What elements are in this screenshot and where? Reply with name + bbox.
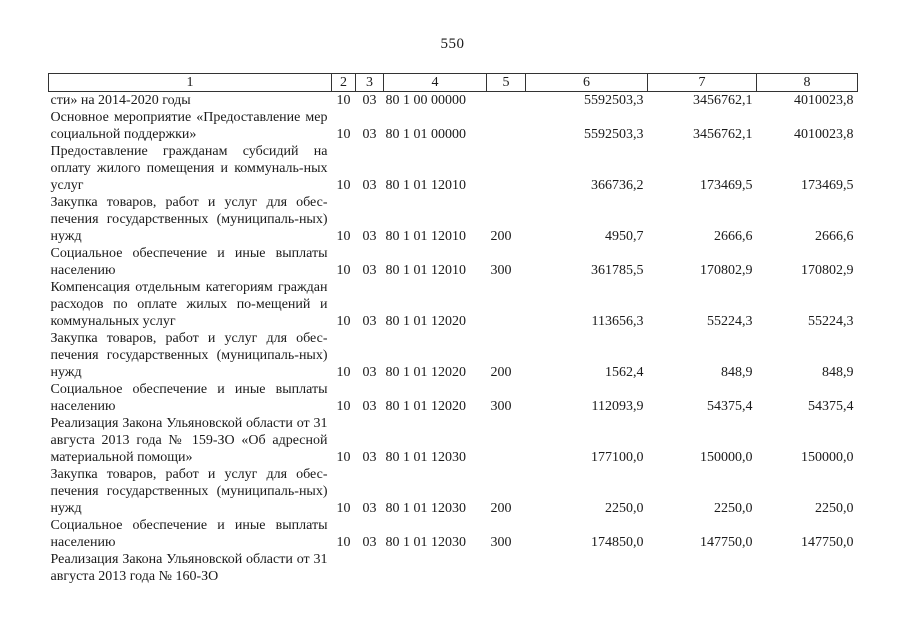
- row-amount-8: 4010023,8: [794, 93, 854, 108]
- row-target-item: 80 1 00 00000: [385, 93, 466, 108]
- row-amount-6: 112093,9: [591, 399, 644, 414]
- row-section: 10: [336, 399, 351, 414]
- row-amount-8: 2250,0: [815, 501, 854, 516]
- row-name: Социальное обеспечение и иные выплаты населению: [50, 246, 328, 278]
- row-expense-type: [487, 551, 526, 585]
- row-subsection: 03: [362, 399, 377, 414]
- row-section: 10: [336, 127, 351, 142]
- budget-table: [48, 73, 858, 585]
- table-row: [49, 92, 858, 110]
- row-amount-8: 173469,5: [801, 178, 854, 193]
- row-amount-7: 173469,5: [700, 178, 753, 193]
- row-name: Закупка товаров, работ и услуг для обес-печения государственных (муниципаль-ных) нужд: [50, 195, 328, 244]
- row-amount-8: [757, 551, 858, 585]
- table-row: [49, 551, 858, 585]
- table-row: [49, 194, 858, 245]
- row-subsection: 03: [362, 314, 377, 329]
- table-row: [49, 330, 858, 381]
- column-header-subsection: 3: [356, 74, 384, 92]
- row-amount-8: 150000,0: [801, 450, 854, 465]
- row-name: Основное мероприятие «Предоставление мер социальной поддержки»: [50, 110, 328, 142]
- table-row: [49, 517, 858, 551]
- row-target-item: 80 1 01 12020: [385, 314, 466, 329]
- row-expense-type: [487, 279, 526, 330]
- row-expense-type: 200: [490, 229, 512, 244]
- table-row: [49, 415, 858, 466]
- row-amount-8: 147750,0: [801, 535, 854, 550]
- row-amount-7: 3456762,1: [693, 127, 753, 142]
- row-target-item: 80 1 01 12010: [385, 229, 466, 244]
- row-amount-7: 3456762,1: [693, 93, 753, 108]
- column-header-amount-7: 7: [648, 74, 757, 92]
- row-expense-type: [487, 143, 526, 194]
- row-name: Закупка товаров, работ и услуг для обес-печения государственных (муниципаль-ных) нужд: [50, 331, 328, 380]
- row-amount-6: 5592503,3: [584, 127, 644, 142]
- row-amount-7: 848,9: [721, 365, 753, 380]
- row-target-item: 80 1 01 12030: [385, 450, 466, 465]
- row-subsection: 03: [362, 127, 377, 142]
- row-amount-6: 177100,0: [591, 450, 644, 465]
- row-amount-6: 4950,7: [605, 229, 644, 244]
- row-section: 10: [336, 229, 351, 244]
- row-amount-6: 113656,3: [591, 314, 644, 329]
- row-section: 10: [336, 263, 351, 278]
- row-name: Реализация Закона Ульяновской области от 31 августа 2013 года № 159-ЗО «Об адресной материальной помощи»: [50, 416, 328, 465]
- row-name: Реализация Закона Ульяновской области от 31 августа 2013 года № 160-ЗО: [50, 552, 328, 584]
- row-target-item: 80 1 01 12010: [385, 263, 466, 278]
- row-name: Закупка товаров, работ и услуг для обес-печения государственных (муниципаль-ных) нужд: [50, 467, 328, 516]
- row-name: Предоставление гражданам субсидий на оплату жилого помещения и коммуналь-ных услуг: [50, 144, 328, 193]
- row-amount-7: 170802,9: [700, 263, 753, 278]
- row-amount-7: 147750,0: [700, 535, 753, 550]
- row-amount-6: 174850,0: [591, 535, 644, 550]
- row-target-item: 80 1 01 12010: [385, 178, 466, 193]
- table-body: [49, 92, 858, 586]
- row-target-item: [384, 551, 487, 585]
- row-target-item: 80 1 01 00000: [385, 127, 466, 142]
- row-amount-8: 55224,3: [808, 314, 854, 329]
- column-header-target-item: 4: [384, 74, 487, 92]
- row-amount-7: 55224,3: [707, 314, 753, 329]
- row-target-item: 80 1 01 12020: [385, 365, 466, 380]
- row-subsection: 03: [362, 178, 377, 193]
- row-name: Социальное обеспечение и иные выплаты населению: [50, 382, 328, 414]
- row-section: 10: [336, 178, 351, 193]
- row-subsection: [356, 551, 384, 585]
- row-amount-8: 4010023,8: [794, 127, 854, 142]
- row-expense-type: [487, 109, 526, 143]
- row-amount-7: [648, 551, 757, 585]
- row-target-item: 80 1 01 12020: [385, 399, 466, 414]
- column-header-section: 2: [332, 74, 356, 92]
- column-header-amount-8: 8: [757, 74, 858, 92]
- row-amount-6: 1562,4: [605, 365, 644, 380]
- row-amount-8: 2666,6: [815, 229, 854, 244]
- row-amount-7: 2250,0: [714, 501, 753, 516]
- row-name: сти» на 2014-2020 годы: [50, 93, 191, 108]
- page-number: 550: [440, 36, 465, 52]
- row-section: 10: [336, 450, 351, 465]
- table-header-row: [49, 74, 858, 92]
- table-row: [49, 143, 858, 194]
- row-expense-type: 200: [490, 501, 512, 516]
- row-expense-type: 300: [490, 263, 512, 278]
- row-section: [332, 551, 356, 585]
- column-header-expense-type: 5: [487, 74, 526, 92]
- row-amount-7: 2666,6: [714, 229, 753, 244]
- row-subsection: 03: [362, 229, 377, 244]
- row-target-item: 80 1 01 12030: [385, 535, 466, 550]
- row-amount-6: 5592503,3: [584, 93, 644, 108]
- row-amount-6: 361785,5: [591, 263, 644, 278]
- row-amount-8: 848,9: [822, 365, 854, 380]
- row-expense-type: [487, 92, 526, 110]
- row-expense-type: 300: [490, 399, 512, 414]
- row-subsection: 03: [362, 450, 377, 465]
- row-subsection: 03: [362, 365, 377, 380]
- row-amount-6: [526, 551, 648, 585]
- column-header-name: 1: [49, 74, 332, 92]
- row-amount-7: 54375,4: [707, 399, 753, 414]
- row-subsection: 03: [362, 501, 377, 516]
- row-section: 10: [336, 535, 351, 550]
- row-amount-8: 54375,4: [808, 399, 854, 414]
- row-target-item: 80 1 01 12030: [385, 501, 466, 516]
- column-header-amount-6: 6: [526, 74, 648, 92]
- row-amount-8: 170802,9: [801, 263, 854, 278]
- table-row: [49, 381, 858, 415]
- table-row: [49, 245, 858, 279]
- row-name: Социальное обеспечение и иные выплаты населению: [50, 518, 328, 550]
- row-section: 10: [336, 93, 351, 108]
- row-section: 10: [336, 501, 351, 516]
- table-row: [49, 279, 858, 330]
- row-amount-6: 2250,0: [605, 501, 644, 516]
- row-name: Компенсация отдельным категориям граждан расходов по оплате жилых по-мещений и коммунальных услуг: [50, 280, 328, 329]
- row-amount-7: 150000,0: [700, 450, 753, 465]
- table-row: [49, 466, 858, 517]
- row-subsection: 03: [362, 93, 377, 108]
- row-amount-6: 366736,2: [591, 178, 644, 193]
- row-subsection: 03: [362, 263, 377, 278]
- row-expense-type: 300: [490, 535, 512, 550]
- row-section: 10: [336, 314, 351, 329]
- row-section: 10: [336, 365, 351, 380]
- row-expense-type: 200: [490, 365, 512, 380]
- row-expense-type: [487, 415, 526, 466]
- row-subsection: 03: [362, 535, 377, 550]
- table-row: [49, 109, 858, 143]
